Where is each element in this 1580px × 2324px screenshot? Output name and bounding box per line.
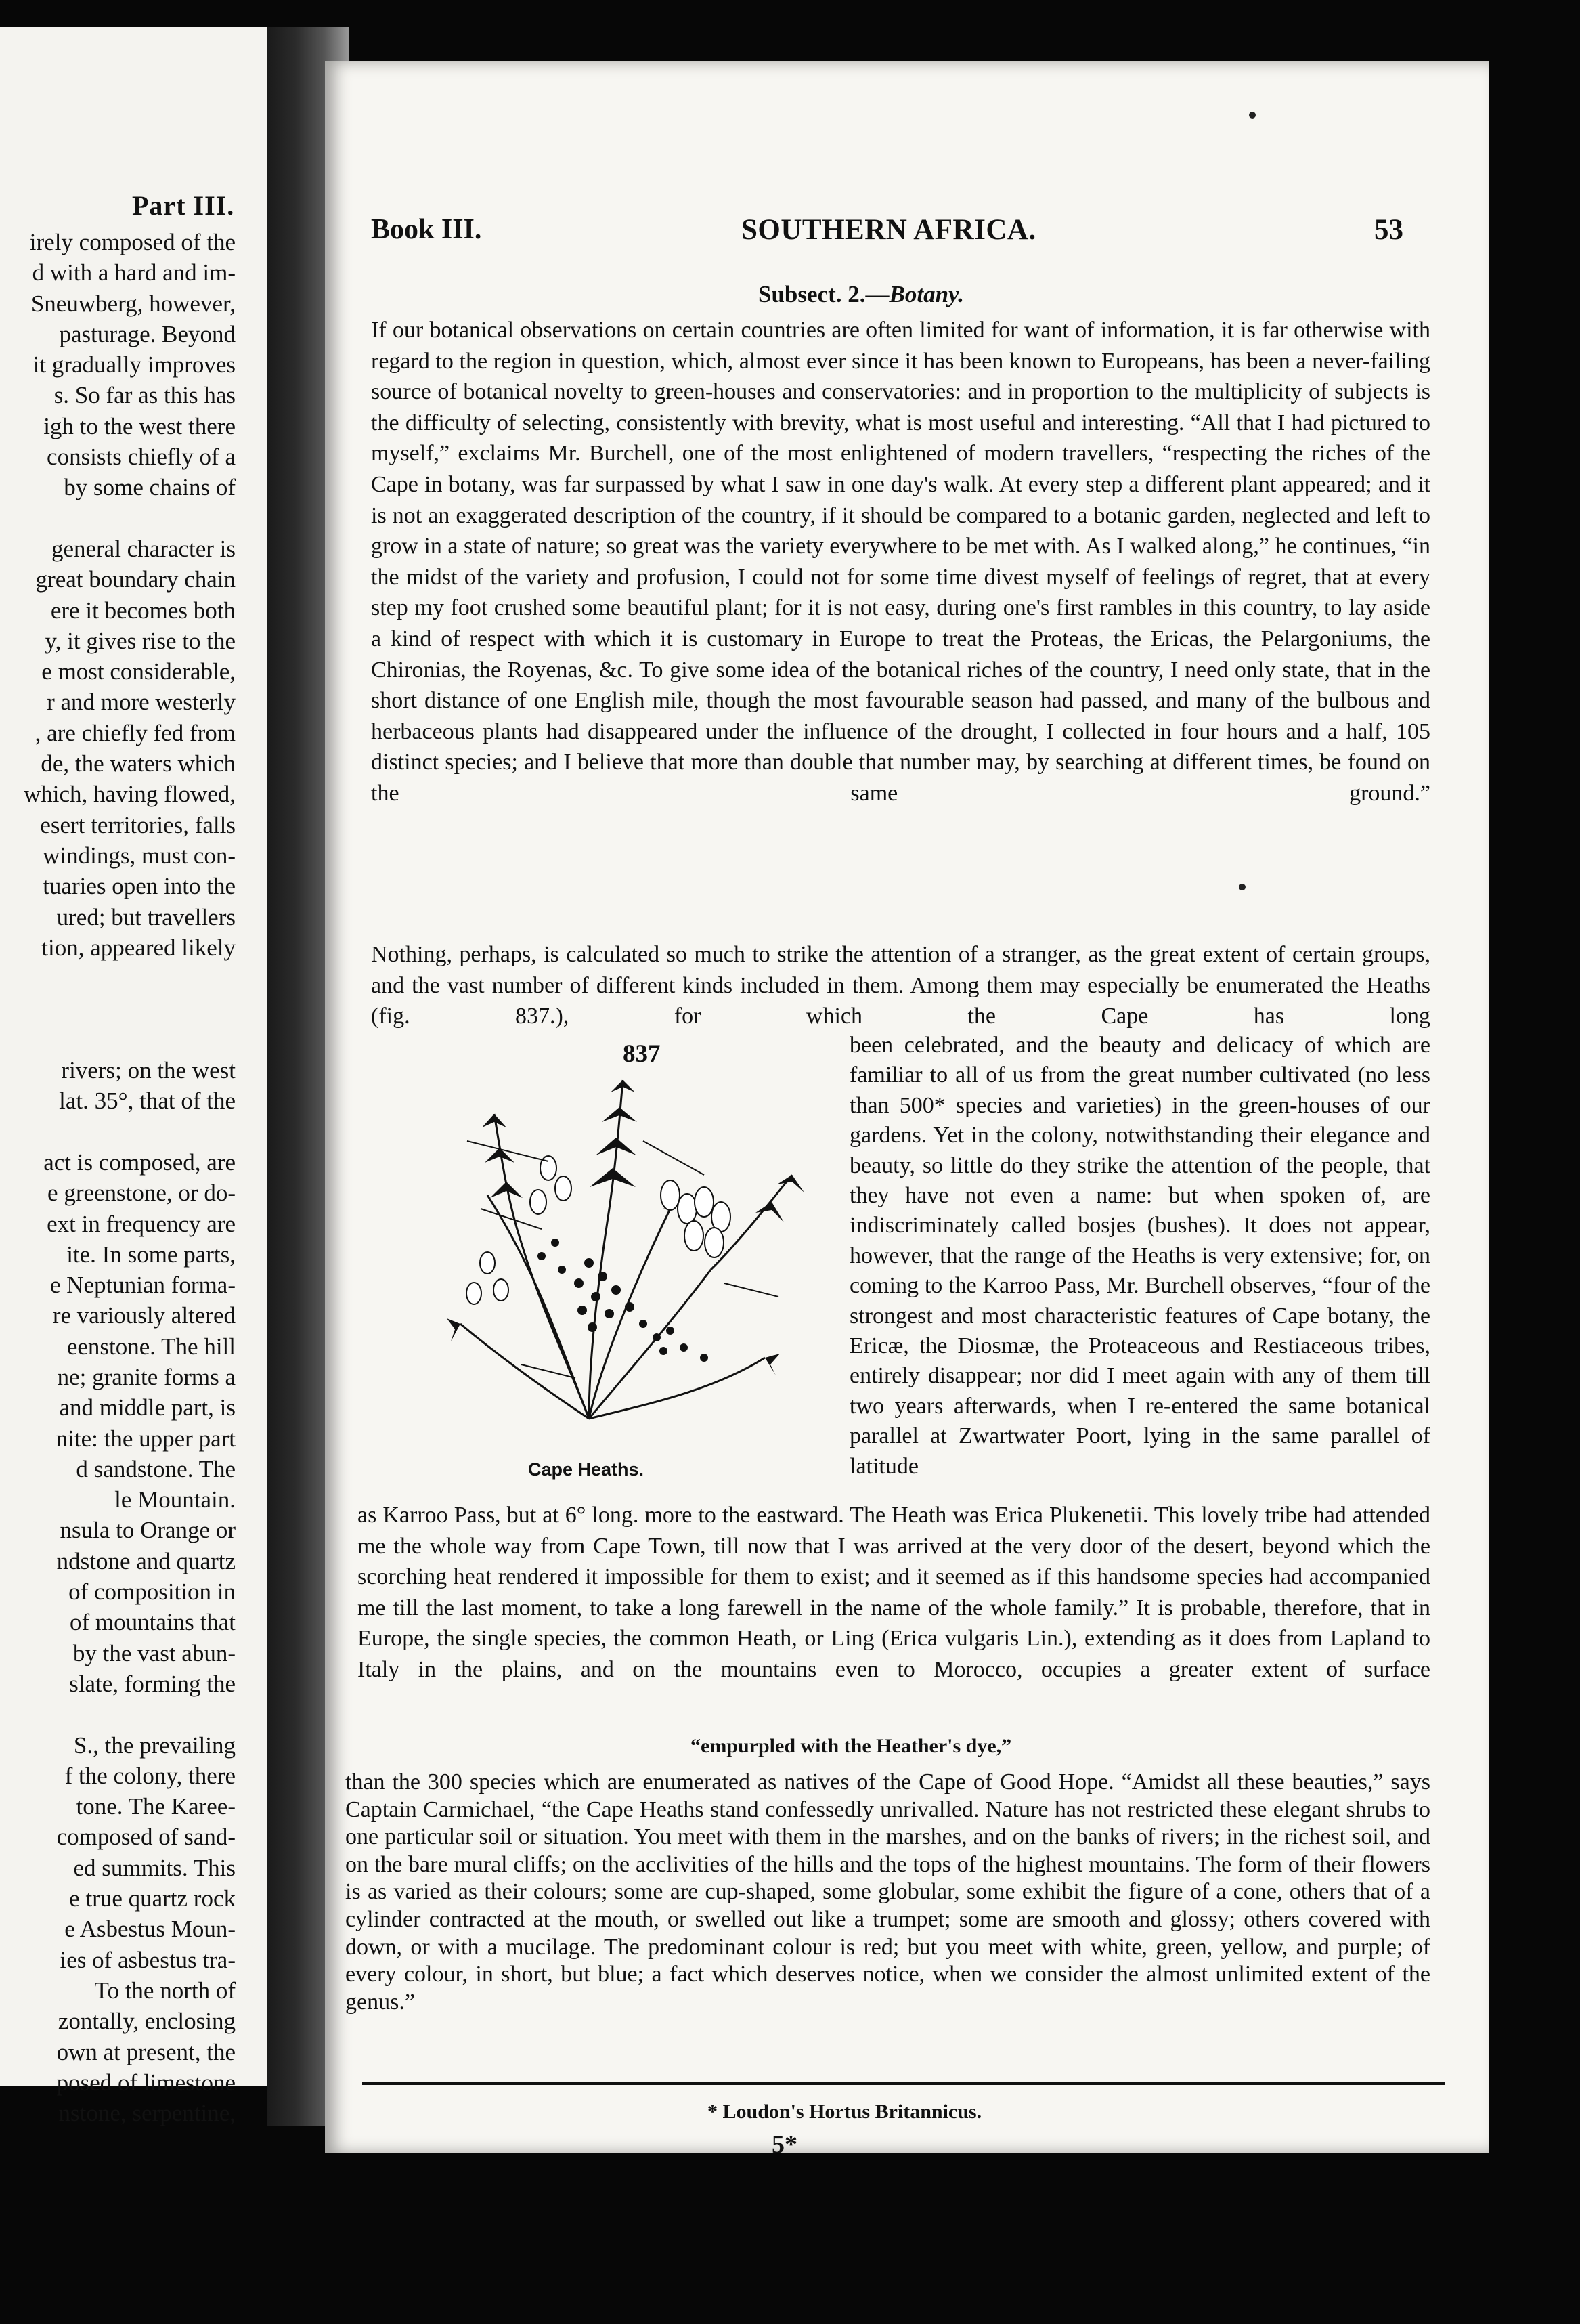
- left-page-line: esert territories, falls: [40, 811, 236, 838]
- left-page-line: of mountains that: [70, 1609, 236, 1636]
- figure-number: 837: [623, 1040, 661, 1068]
- left-page-line: [0, 963, 236, 993]
- signature-mark: 5*: [772, 2130, 797, 2159]
- left-page-line: general character is: [51, 535, 236, 562]
- left-page-line: which, having flowed,: [24, 781, 236, 808]
- paragraph-carmichael: than the 300 species which are enumerated as natives of the Cape of Good Hope. “Amidst all these beauties,” says Captain Carmichael, “the Cape Heaths stand confessedly unrivalled. Nature has not restricted these elegant shrubs to one particular soil or situation. You meet with them in the marshes, and on the banks of rivers; in the richest soil, and on the bare mural cliffs; on the acclivities of the hills and the tops of the highest mountains. The form of their flowers is as varied as their colours; some are cup-shaped, some globular, some exhibit the figure of a cone, others that of a cylinder contracted at the mouth, or swelled out like a trumpet; some are smooth and glossy; others covered with down, or with a mucilage. The predominant colour is red; but you meet with white, green, yellow, and purple; of every colour, in short, but blue; a fact which deserves notice, when we consider the almost unlimited extent of the genus.”: [345, 1769, 1430, 2015]
- page-speck: [1249, 112, 1256, 119]
- left-page-line: ext in frequency are: [47, 1210, 236, 1237]
- subsection-title: Botany.: [889, 281, 965, 307]
- left-page-line: of composition in: [68, 1578, 236, 1606]
- subsection-heading: [758, 281, 964, 308]
- left-page-line: ite. In some parts,: [66, 1241, 236, 1268]
- figure-837: [386, 1039, 846, 1446]
- left-page-line: great boundary chain: [35, 566, 236, 593]
- page-speck: [1239, 884, 1246, 890]
- left-page-line: eenstone. The hill: [66, 1333, 236, 1360]
- footnote-rule: [362, 2082, 1445, 2085]
- left-page-line: e greenstone, or do-: [47, 1180, 236, 1207]
- paragraph-heaths: Nothing, perhaps, is calculated so much to strike the attention of a stranger, as the great extent of certain groups, and the vast number of different kinds included in them. Among them may especially be enumerated the Heaths (fig. 837.), for which the Cape has long: [371, 942, 1430, 1029]
- left-page-line: f the colony, there: [64, 1762, 236, 1789]
- left-page-line: and middle part, is: [59, 1394, 236, 1421]
- left-page-line: composed of sand-: [56, 1824, 236, 1851]
- left-page-line: tuaries open into the: [43, 873, 236, 900]
- left-page-line: act is composed, are: [43, 1148, 236, 1176]
- left-page-line: [0, 1699, 236, 1729]
- left-page-line: windings, must con-: [43, 842, 236, 869]
- left-page-line: ies of asbestus tra-: [60, 1946, 236, 1973]
- left-page-line: tone. The Karee-: [76, 1793, 236, 1820]
- left-page-line: ured; but travellers: [56, 903, 236, 930]
- left-page-text-column: [0, 227, 236, 2128]
- left-page-line: by some chains of: [64, 474, 236, 501]
- running-head-title: SOUTHERN AFRICA.: [741, 214, 1036, 246]
- left-page-line: y, it gives rise to the: [45, 627, 236, 654]
- left-page-line: To the north of: [94, 1977, 236, 2004]
- main-page: [325, 61, 1489, 2159]
- left-page-line: zontally, enclosing: [58, 2008, 236, 2035]
- footnote: * Loudon's Hortus Britannicus.: [707, 2101, 982, 2123]
- left-page-line: ne; granite forms a: [57, 1363, 236, 1390]
- left-page-line: posed of limestone: [56, 2069, 236, 2096]
- left-page-line: slate, forming the: [69, 1670, 236, 1697]
- left-page-line: it gradually improves: [32, 351, 236, 379]
- left-page-line: re variously altered: [52, 1302, 236, 1329]
- left-page-line: nite: the upper part: [56, 1425, 236, 1452]
- left-page-line: e Neptunian forma-: [49, 1272, 236, 1299]
- left-page-line: irely composed of the: [29, 229, 236, 255]
- left-page-line: , are chiefly fed from: [35, 719, 236, 746]
- left-page-line: [0, 1117, 236, 1147]
- left-page-line: own at present, the: [56, 2038, 236, 2065]
- left-page-line: e Asbestus Moun-: [64, 1916, 236, 1943]
- left-page-line: de, the waters which: [41, 750, 236, 777]
- left-page-line: ndstone and quartz: [56, 1547, 236, 1574]
- left-page-line: pasturage. Beyond: [59, 320, 236, 347]
- subsection-prefix: Subsect. 2.—: [758, 281, 890, 307]
- left-page-line: ere it becomes both: [50, 597, 236, 624]
- paragraph-botany-intro: If our botanical observations on certain countries are often limited for want of information, it is far otherwise with regard to the region in question, which, almost ever since it has been known to Europeans, has been a never-failing source of botanical novelty to green-houses and conservatories: and in proportion to the multiplicity of subjects is the difficulty of selecting, consistently with brevity, what is most useful and interesting. “All that I had pictured to myself,” exclaims Mr. Burchell, one of the most enlightened of modern travellers, “respecting the riches of the Cape in botany, was far surpassed by what I saw in one day's walk. At every step a different plant appeared; and it is not an exaggerated description of the country, if it should be compared to a botanic garden, neglected and left to grow in a state of nature; so great was the variety everywhere to be met with. As I walked along,” he continues, “in the midst of the variety and profusion, I could not for some time divest myself of feelings of regret, that at every step my foot crushed some beautiful plant; for it is not easy, during one's first rambles in this country, to lay aside a kind of respect with which it is customary in Europe to treat the Proteas, the Ericas, the Pelargoniums, the Chironias, the Royenas, &c. To give some idea of the botanical riches of the country, I need only state, that in the short distance of one English mile, though the most favourable season had passed, and many of the bulbous and herbaceous plants had disappeared under the influence of the drought, I collected in four hours and a half, 105 distinct species; and I believe that more than double that number may, by searching at different times, be found on the same ground.”: [371, 318, 1430, 806]
- figure-caption: Cape Heaths.: [528, 1459, 644, 1480]
- heath-engraving-icon: [386, 1039, 846, 1446]
- left-page-line: e true quartz rock: [69, 1885, 236, 1912]
- left-page-line: igh to the west there: [43, 412, 236, 439]
- left-page-line: tion, appeared likely: [41, 934, 236, 961]
- left-page-line: d with a hard and im-: [32, 259, 236, 286]
- left-page-line: r and more westerly: [47, 689, 236, 716]
- left-page-line: ed summits. This: [73, 1854, 236, 1881]
- left-page-line: le Mountain.: [114, 1486, 236, 1513]
- left-facing-page: [0, 27, 298, 2127]
- left-page-line: consists chiefly of a: [47, 444, 236, 471]
- paragraph-heaths-beside-figure: been celebrated, and the beauty and delicacy of which are familiar to all of us from the great number cultivated (no less than 500* species and varieties) in the green-houses of our gardens. Yet in the colony, notwithstanding their elegance and beauty, so little do they strike the attention of the people, that they have not even a name: but when spoken of, are indiscriminately called bosjes (bushes). It does not appear, however, that the range of the Heaths is very extensive; for, on coming to the Karroo Pass, Mr. Burchell observes, “four of the strongest and most characteristic features of Cape botany, the Ericæ, the Diosmæ, the Proteaceous and Restiaceous tribes, entirely disappear; nor did I meet again with any of them till two years afterwards, when I re-entered the same botanical parallel at Zwartwater Poort, lying in the same parallel of latitude: [850, 1033, 1430, 1479]
- left-page-line: [0, 1025, 236, 1055]
- left-page-line: [0, 993, 236, 1024]
- left-page-line: Sneuwberg, however,: [30, 290, 236, 317]
- left-page-line: d sandstone. The: [76, 1455, 236, 1482]
- left-page-line: lat. 35°, that of the: [59, 1088, 236, 1115]
- left-page-line: S., the prevailing: [73, 1731, 236, 1759]
- quotation-line: “empurpled with the Heather's dye,”: [690, 1735, 1012, 1757]
- left-page-line: nsula to Orange or: [60, 1517, 236, 1544]
- left-page-line: nstone, serpentine,: [58, 2100, 236, 2127]
- left-page-line: by the vast abun-: [72, 1639, 236, 1666]
- left-page-line: s. So far as this has: [53, 382, 236, 409]
- paragraph-heaths-continued: as Karroo Pass, but at 6° long. more to the eastward. The Heath was Erica Plukenetii. This lovely tribe had attended me the whole way from Cape Town, till now that I was arrived at the very door of the desert, beyond which the scorching heat rendered it impossible for them to exist; and it seemed as if this handsome species had accompanied me till the last moment, to take a long farewell in the name of the whole family.” It is probable, therefore, that in Europe, the single species, the common Heath, or Ling (Erica vulgaris Lin.), extending as it does from Lapland to Italy in the plains, and on the mountains even to Morocco, occupies a greater extent of surface: [357, 1503, 1430, 1682]
- left-page-line: e most considerable,: [41, 658, 236, 685]
- left-page-line: rivers; on the west: [61, 1057, 236, 1084]
- running-head-book: Book III.: [371, 214, 482, 245]
- page-number: 53: [1374, 214, 1403, 246]
- left-page-line: [0, 503, 236, 534]
- left-page-header: Part III.: [132, 190, 235, 221]
